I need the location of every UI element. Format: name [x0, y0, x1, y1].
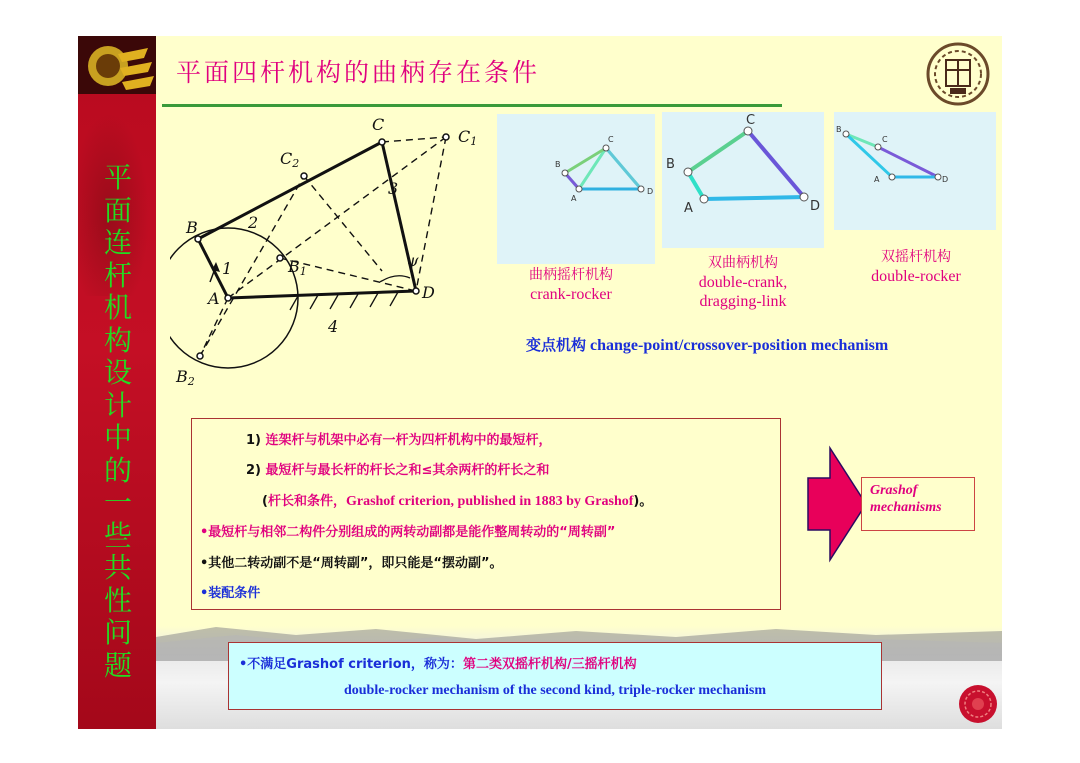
crank-rocker-thumbnail — [497, 114, 655, 264]
condition-1: 1) 连架杆与机架中必有一杆为四杆机构中的最短杆， — [246, 433, 552, 448]
four-bar-mechanism-diagram — [170, 106, 500, 396]
caption-double-rocker-zh: 双摇杆机构 — [881, 249, 951, 265]
caption-double-crank-en2: dragging-link — [699, 293, 787, 310]
label-C: C — [372, 115, 385, 134]
non-grashof-note-box — [228, 642, 882, 710]
thumb1-A: A — [571, 194, 577, 203]
label-A: A — [208, 289, 220, 308]
caption-double-crank — [676, 254, 810, 311]
label-psi: ψ — [406, 251, 419, 270]
thumb3-A: A — [874, 175, 880, 184]
caption-crank-rocker — [506, 266, 636, 304]
caption-double-crank-zh: 双曲柄机构 — [708, 255, 778, 271]
grashof-line2: mechanisms — [870, 500, 942, 515]
label-D: D — [422, 283, 435, 302]
thumb2-D: D — [810, 199, 821, 214]
thumb3-C: C — [882, 135, 888, 144]
red-seal-icon — [958, 684, 998, 724]
caption-double-crank-en1: double-crank, — [698, 274, 788, 291]
double-rocker-thumbnail — [834, 112, 996, 230]
thumb2-B: B — [666, 157, 675, 172]
thumb1-D: D — [647, 187, 654, 196]
slide-title: 平面四杆机构的曲柄存在条件 — [176, 58, 541, 87]
grashof-mechanisms-box — [861, 477, 975, 531]
school-emblem-icon — [926, 42, 990, 106]
non-grashof-note-line1: •不满足Grashof criterion，称为：第二类双摇杆机构/三摇杆机构 — [239, 657, 637, 672]
bullet-full-rotation-joints: •最短杆与相邻二构件分别组成的两转动副都是能作整周转动的“周转副” — [200, 525, 616, 540]
bullet-oscillating-joints: •其他二转动副不是“周转副”，即只能是“摆动副”。 — [200, 556, 503, 571]
sidebar-title: 平面连杆机构设计中的一些共性问题 — [103, 161, 132, 682]
non-grashof-note-line2: double-rocker mechanism of the second kind, triple-rocker mechanism — [343, 683, 767, 698]
label-C1: C1 — [458, 127, 478, 148]
thumb1-B: B — [555, 160, 561, 169]
grashof-line1: Grashof — [870, 483, 918, 498]
thumb3-D: D — [942, 175, 949, 184]
caption-crank-rocker-zh: 曲柄摇杆机构 — [529, 267, 613, 283]
link-number-2: 2 — [248, 213, 259, 232]
label-B1: B1 — [288, 257, 307, 278]
sidebar — [78, 36, 156, 729]
grashof-conditions-box — [191, 418, 781, 610]
bullet-assembly-condition: •装配条件 — [200, 586, 261, 601]
label-B: B — [186, 218, 198, 237]
university-logo-icon — [78, 36, 156, 94]
condition-3-grashof: (杆长和条件，Grashof criterion, published in 1883 by Grashof)。 — [262, 494, 653, 509]
label-C2: C2 — [280, 149, 300, 170]
link-number-4: 4 — [328, 317, 339, 336]
caption-double-rocker — [846, 248, 986, 286]
double-crank-thumbnail — [662, 112, 824, 248]
thumb3-B: B — [836, 125, 842, 134]
caption-double-rocker-en: double-rocker — [871, 268, 961, 285]
link-number-1: 1 — [222, 259, 233, 278]
link-number-3: 3 — [388, 179, 399, 198]
thumb2-C: C — [746, 113, 756, 128]
label-B2: B2 — [176, 367, 195, 388]
condition-2: 2) 最短杆与最长杆的杆长之和≤其余两杆的杆长之和 — [246, 463, 550, 478]
slide — [78, 36, 1002, 729]
thumb2-A: A — [684, 201, 693, 216]
thumb1-C: C — [608, 135, 614, 144]
caption-crank-rocker-en: crank-rocker — [530, 286, 612, 303]
change-point-mechanism-label: 变点机构 change-point/crossover-position mechanism — [526, 336, 889, 354]
